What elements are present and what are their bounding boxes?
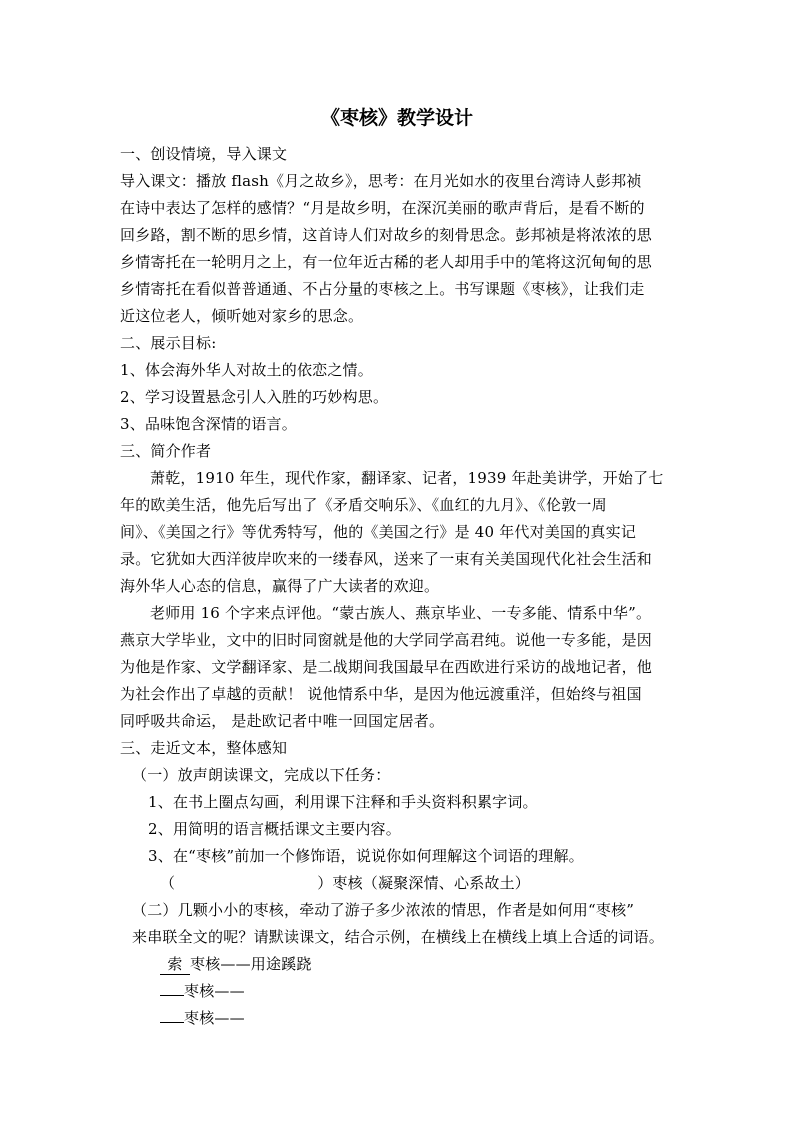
paragraph-line: 为社会作出了卓越的贡献！ 说他情系中华，是因为他远渡重洋，但始终与祖国 bbox=[120, 685, 642, 703]
task-item: 1、在书上圈点勾画，利用课下注释和手头资料积累字词。 bbox=[148, 793, 538, 811]
paragraph-line: 燕京大学毕业，文中的旧时同窗就是他的大学同学高君纯。说他一专多能，是因 bbox=[120, 631, 653, 649]
objective-item: 3、品味饱含深情的语言。 bbox=[120, 415, 297, 433]
paragraph-line: 老师用 16 个字来点评他。“蒙古族人、燕京毕业、一专多能、情系中华”。 bbox=[150, 604, 652, 622]
paragraph-line: 年的欧美生活，他先后写出了《矛盾交响乐》、《血红的九月》、《伦敦一周 bbox=[120, 496, 607, 514]
task-item: 3、在“枣核”前加一个修饰语，说说你如何理解这个词语的理解。 bbox=[148, 847, 584, 865]
paragraph-line: 录。它犹如大西洋彼岸吹来的一缕春风，送来了一束有关美国现代化社会生活和 bbox=[120, 550, 653, 568]
paragraph-line: 同呼吸共命运， 是赴欧记者中唯一回国定居者。 bbox=[120, 712, 445, 730]
fill-line-text: 枣核—— bbox=[184, 1009, 245, 1027]
task-item: 2、用简明的语言概括课文主要内容。 bbox=[148, 820, 401, 838]
answer-blank-example: 索 bbox=[160, 954, 190, 975]
paragraph-line: 近这位老人，倾听她对家乡的思念。 bbox=[120, 307, 364, 325]
objective-item: 2、学习设置悬念引人入胜的巧妙构思。 bbox=[120, 388, 389, 406]
section-heading-author: 三、简介作者 bbox=[120, 442, 212, 460]
section-heading-introduction: 一、创设情境，导入课文 bbox=[120, 145, 288, 163]
paragraph-line: 海外华人心态的信息，赢得了广大读者的欢迎。 bbox=[120, 577, 440, 595]
paren-close-text: ）枣核（凝聚深情、心系故土） bbox=[317, 874, 531, 892]
paragraph-line: 在诗中表达了怎样的感情？“月是故乡明，在深沉美丽的歌声背后，是看不断的 bbox=[120, 199, 645, 217]
paragraph-line: 为他是作家、文学翻译家、是二战期间我国最早在西欧进行采访的战地记者，他 bbox=[120, 658, 653, 676]
document-title: 《枣核》教学设计 bbox=[320, 107, 473, 129]
answer-blank[interactable] bbox=[160, 1022, 184, 1023]
paragraph-line: 乡情寄托在看似普普通通、不占分量的枣核之上。书写课题《枣核》，让我们走 bbox=[120, 280, 645, 298]
section-heading-objectives: 二、展示目标: bbox=[120, 334, 217, 352]
fill-line bbox=[120, 1005, 680, 1032]
task-heading: （二）几颗小小的枣核，牵动了游子多少浓浓的情思，作者是如何用“枣核” bbox=[132, 901, 635, 919]
task-heading-continued: 来串联全文的呢？请默读课文，结合示例，在横线上在横线上填上合适的词语。 bbox=[132, 928, 665, 946]
fill-line-text: 枣核——用途蹊跷 bbox=[190, 955, 312, 973]
paragraph-line: 导入课文：播放 flash《月之故乡》，思考：在月光如水的夜里台湾诗人彭邦祯 bbox=[120, 172, 642, 190]
paragraph-line: 萧乾，1910 年生，现代作家，翻译家、记者，1939 年赴美讲学，开始了七 bbox=[150, 469, 664, 487]
paragraph-line: 间》、《美国之行》等优秀特写，他的《美国之行》是 40 年代对美国的真实记 bbox=[120, 523, 637, 541]
fill-line bbox=[120, 978, 680, 1005]
task-heading: （一）放声朗读课文，完成以下任务： bbox=[132, 766, 391, 784]
paren-open: （ bbox=[160, 874, 176, 892]
document-body bbox=[120, 141, 680, 1032]
modifier-fill-line bbox=[120, 870, 680, 897]
section-heading-text-reading: 三、走近文本，整体感知 bbox=[120, 739, 288, 757]
paragraph-line: 乡情寄托在一轮明月之上，有一位年近古稀的老人却用手中的笔将这沉甸甸的思 bbox=[120, 253, 653, 271]
fill-line-example bbox=[120, 951, 680, 978]
paragraph-line: 回乡路，割不断的思乡情，这首诗人们对故乡的刻骨思念。彭邦祯是将浓浓的思 bbox=[120, 226, 653, 244]
objective-item: 1、体会海外华人对故土的依恋之情。 bbox=[120, 361, 373, 379]
fill-line-text: 枣核—— bbox=[184, 982, 245, 1000]
answer-blank[interactable] bbox=[160, 995, 184, 996]
